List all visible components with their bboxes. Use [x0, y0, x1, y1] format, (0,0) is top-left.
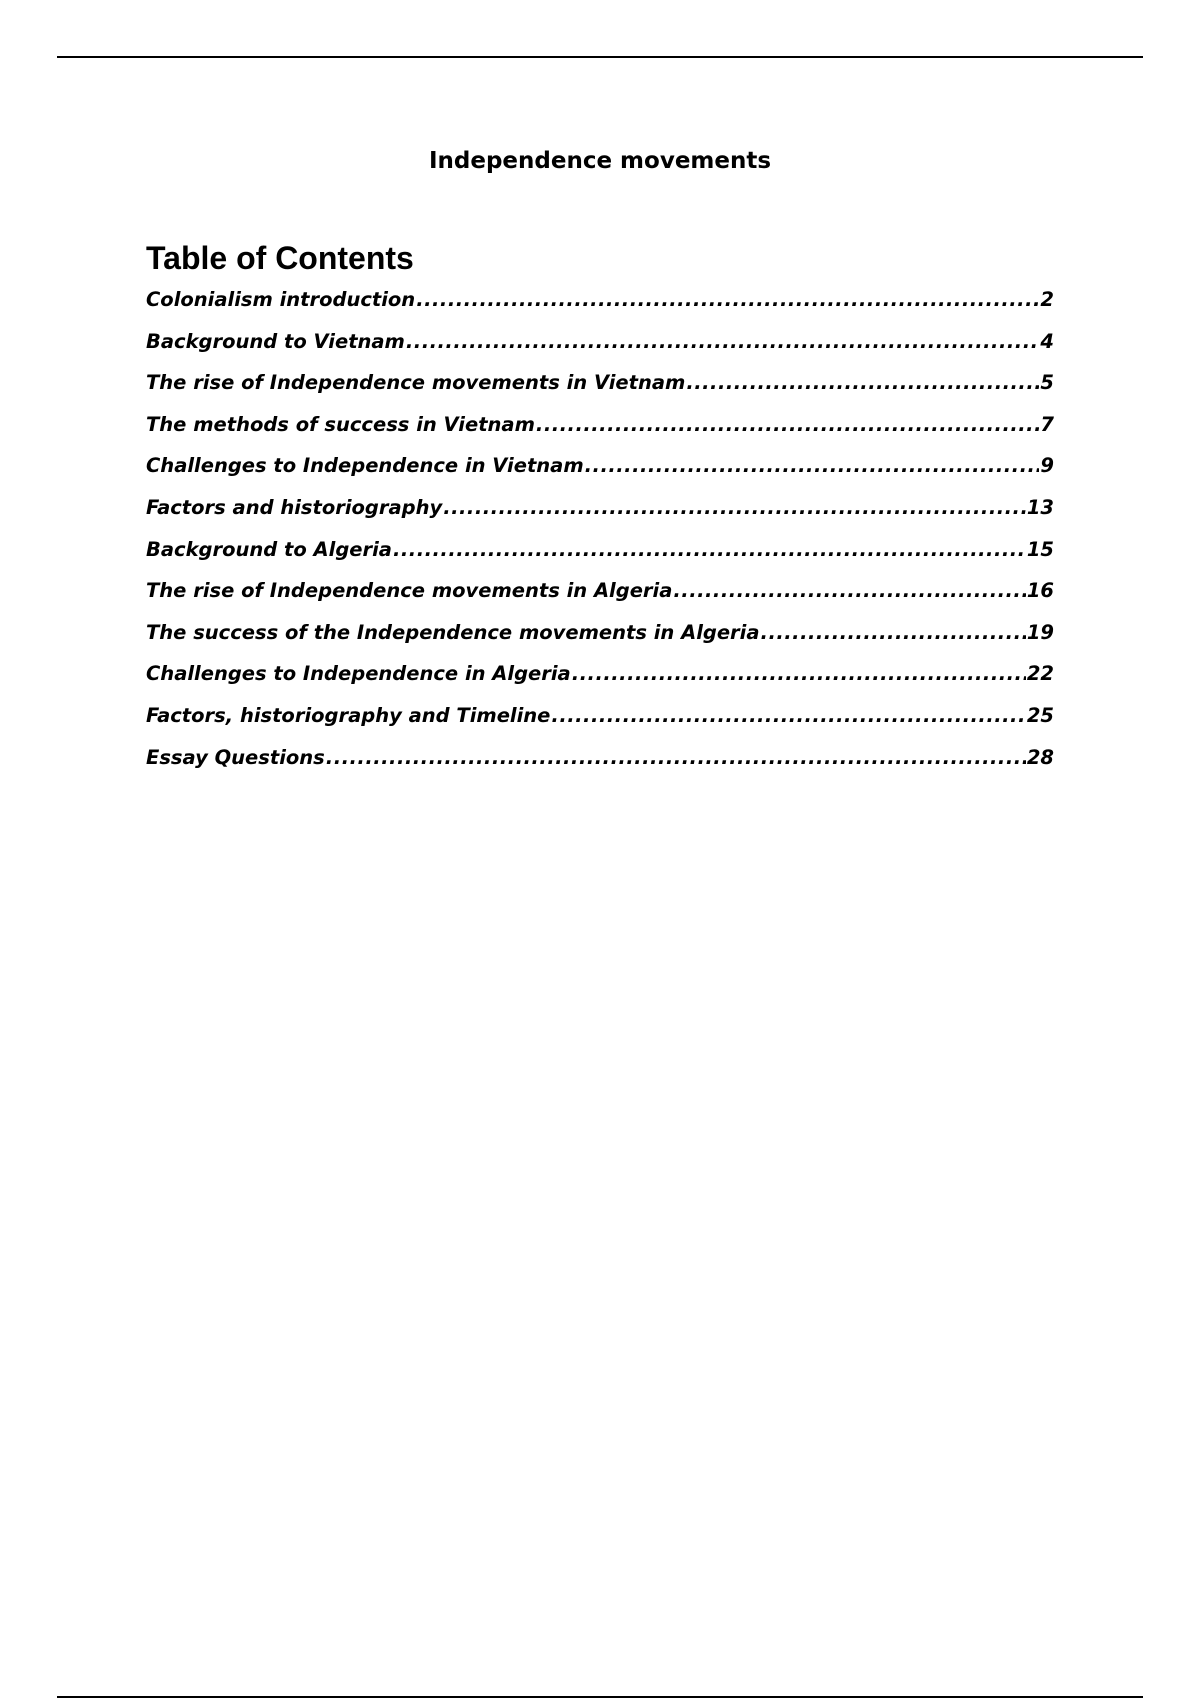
toc-entry-factors-timeline[interactable] [146, 704, 1054, 746]
toc-heading: Table of Contents [146, 240, 414, 276]
toc-entry-title: Factors, historiography and Timeline [146, 703, 551, 727]
toc-dot-leader [572, 662, 1026, 685]
toc-page-number: 7 [1040, 412, 1054, 436]
toc-dot-leader [326, 746, 1026, 769]
toc-page-number: 2 [1040, 288, 1054, 311]
toc-page-number: 4 [1040, 329, 1054, 353]
toc-entry-title: Challenges to Independence in Algeria [146, 662, 571, 686]
toc-page-number: 9 [1040, 454, 1054, 478]
toc-entry-success-algeria[interactable] [146, 621, 1054, 663]
toc-page-number: 22 [1026, 662, 1054, 686]
toc-entry-title: Factors and historiography [146, 495, 443, 519]
toc-entry-title: Background to Algeria [146, 537, 392, 561]
toc-entry-title: Essay Questions [146, 745, 325, 769]
toc-entry-title: Background to Vietnam [146, 329, 405, 353]
toc-entry-background-algeria[interactable] [146, 538, 1054, 580]
header-rule [57, 56, 1143, 58]
toc-page-number: 25 [1026, 703, 1054, 727]
toc-page-number: 15 [1026, 537, 1054, 561]
toc-entry-background-vietnam[interactable] [146, 330, 1054, 372]
toc-entry-title: Colonialism introduction [146, 288, 416, 311]
toc-entry-title: The rise of Independence movements in Algeria [146, 579, 673, 603]
toc-dot-leader [551, 704, 1025, 727]
toc-page-number: 16 [1026, 579, 1054, 603]
toc-entry-factors-historiography[interactable] [146, 496, 1054, 538]
toc-dot-leader [393, 538, 1026, 561]
toc-page-number: 19 [1026, 620, 1054, 644]
toc-page-number: 28 [1026, 745, 1054, 769]
document-title: Independence movements [428, 148, 772, 174]
toc-entry-title: Challenges to Independence in Vietnam [146, 454, 584, 478]
toc-page-number: 5 [1040, 371, 1054, 395]
toc-entry-challenges-algeria[interactable] [146, 662, 1054, 704]
toc-entry-title: The rise of Independence movements in Vietnam [146, 371, 686, 395]
toc-dot-leader [686, 371, 1039, 394]
toc-dot-leader [673, 579, 1025, 602]
toc-dot-leader [443, 496, 1026, 519]
toc-entry-title: The success of the Independence movements in Algeria [146, 620, 760, 644]
toc-entry-colonialism-introduction[interactable] [146, 288, 1054, 330]
toc-page-number: 13 [1026, 495, 1054, 519]
toc-dot-leader [406, 330, 1040, 353]
toc-entry-rise-vietnam[interactable] [146, 371, 1054, 413]
toc-dot-leader [585, 454, 1040, 477]
footer-rule [57, 1696, 1143, 1698]
toc-dot-leader [416, 288, 1039, 311]
toc-entry-essay-questions[interactable] [146, 746, 1054, 788]
toc-entry-methods-vietnam[interactable] [146, 413, 1054, 455]
toc-entry-challenges-vietnam[interactable] [146, 454, 1054, 496]
toc-dot-leader [761, 621, 1026, 644]
toc-dot-leader [536, 413, 1040, 436]
toc-entry-title: The methods of success in Vietnam [146, 412, 535, 436]
table-of-contents [146, 288, 1054, 787]
toc-entry-rise-algeria[interactable] [146, 579, 1054, 621]
